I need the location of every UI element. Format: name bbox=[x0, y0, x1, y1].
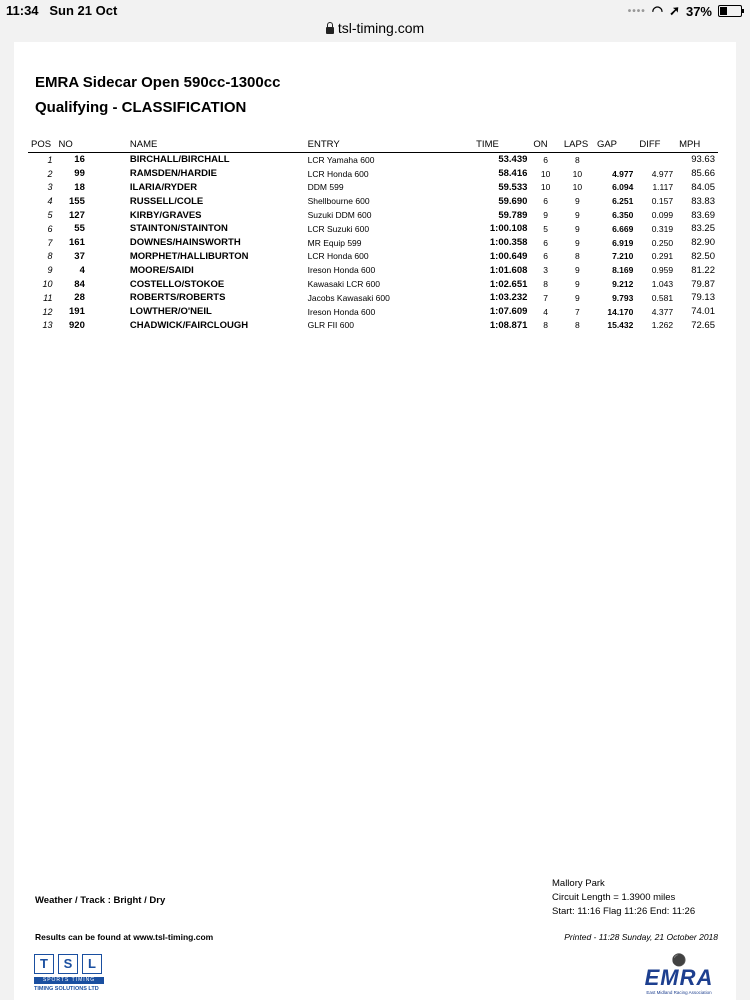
cell-on: 3 bbox=[543, 265, 549, 276]
printed-timestamp: Printed - 11:28 Sunday, 21 October 2018 bbox=[564, 932, 718, 942]
cell-laps: 9 bbox=[575, 237, 580, 248]
cell-mph: 82.90 bbox=[691, 237, 715, 249]
cell-on: 8 bbox=[543, 320, 549, 331]
sidecar-icon: ⚫ bbox=[671, 953, 687, 967]
table-row bbox=[28, 181, 718, 195]
cell-gap: 7.210 bbox=[612, 251, 634, 262]
col-time: TIME bbox=[473, 139, 530, 153]
cell-on: 10 bbox=[540, 182, 551, 193]
emra-subtitle: East Midland Racing Association bbox=[646, 990, 712, 995]
col-entry: ENTRY bbox=[305, 139, 473, 153]
cell-pos: 4 bbox=[47, 196, 53, 207]
table-row bbox=[28, 305, 718, 319]
table-row bbox=[28, 291, 718, 305]
cell-on: 9 bbox=[543, 210, 549, 221]
cell-entry: Ireson Honda 600 bbox=[307, 306, 376, 317]
tsl-letters bbox=[34, 954, 104, 974]
cell-no: 18 bbox=[74, 181, 85, 193]
cell-laps: 7 bbox=[575, 306, 580, 317]
cell-name: STAINTON/STAINTON bbox=[129, 223, 228, 235]
tsl-letter: S bbox=[58, 954, 78, 974]
weather-info: Weather / Track : Bright / Dry bbox=[35, 895, 166, 906]
cell-diff: 4.977 bbox=[651, 168, 674, 179]
cell-time: 1:03.232 bbox=[489, 292, 528, 304]
cell-entry: Shellbourne 600 bbox=[307, 196, 370, 207]
cell-diff bbox=[636, 153, 676, 167]
cell-name: RUSSELL/COLE bbox=[129, 195, 204, 207]
cell-on: 5 bbox=[543, 223, 549, 234]
cell-gap: 6.669 bbox=[612, 223, 634, 234]
cell-diff: 1.043 bbox=[651, 279, 674, 290]
cell-name: MORPHET/HALLIBURTON bbox=[129, 250, 249, 262]
table-row bbox=[28, 194, 718, 208]
cell-pos: 2 bbox=[47, 168, 53, 179]
cell-name: RAMSDEN/HARDIE bbox=[129, 168, 217, 180]
tsl-letter: L bbox=[82, 954, 102, 974]
cell-time: 53.439 bbox=[498, 154, 528, 166]
cell-pos: 5 bbox=[47, 210, 53, 221]
cell-mph: 79.87 bbox=[691, 278, 715, 290]
cell-no: 28 bbox=[74, 292, 85, 304]
table-row bbox=[28, 263, 718, 277]
table-row bbox=[28, 236, 718, 250]
table-row bbox=[28, 153, 718, 167]
cell-diff: 0.250 bbox=[651, 237, 674, 248]
table-row bbox=[28, 167, 718, 181]
cell-time: 58.416 bbox=[498, 168, 528, 180]
cell-laps: 10 bbox=[572, 168, 583, 179]
cell-name: MOORE/SAIDI bbox=[129, 264, 194, 276]
col-pos: POS bbox=[28, 139, 56, 153]
cell-on: 6 bbox=[543, 251, 549, 262]
cell-no: 127 bbox=[69, 209, 85, 221]
table-row bbox=[28, 277, 718, 291]
cell-pos: 1 bbox=[47, 154, 53, 165]
cell-gap: 6.094 bbox=[612, 182, 634, 193]
cell-time: 1:00.649 bbox=[489, 250, 528, 262]
col-gap: GAP bbox=[594, 139, 636, 153]
cell-laps: 9 bbox=[575, 265, 580, 276]
cell-pos: 13 bbox=[42, 320, 53, 331]
cell-gap: 15.432 bbox=[607, 320, 634, 331]
cell-mph: 81.22 bbox=[691, 264, 715, 276]
cell-no: 37 bbox=[74, 250, 85, 262]
cell-pos: 3 bbox=[47, 182, 53, 193]
cell-on: 6 bbox=[543, 237, 549, 248]
cell-diff: 1.117 bbox=[652, 182, 674, 193]
table-header-row bbox=[28, 139, 718, 153]
cell-on: 10 bbox=[540, 168, 551, 179]
cell-on: 6 bbox=[543, 154, 549, 165]
cell-time: 1:00.108 bbox=[489, 223, 528, 235]
tsl-bar: SPORTS TIMING bbox=[34, 977, 104, 984]
battery-icon bbox=[718, 5, 742, 17]
cell-mph: 74.01 bbox=[691, 306, 715, 318]
cell-laps: 9 bbox=[575, 196, 580, 207]
lock-icon bbox=[326, 27, 334, 34]
cell-laps: 8 bbox=[575, 251, 580, 262]
cell-entry: LCR Yamaha 600 bbox=[307, 154, 375, 165]
cell-time: 1:02.651 bbox=[489, 278, 528, 290]
cell-no: 191 bbox=[69, 306, 85, 318]
cell-name: BIRCHALL/BIRCHALL bbox=[129, 154, 230, 166]
session-times: Start: 11:16 Flag 11:26 End: 11:26 bbox=[552, 906, 696, 917]
table-row bbox=[28, 208, 718, 222]
cell-mph: 83.83 bbox=[691, 195, 715, 207]
cell-mph: 79.13 bbox=[691, 292, 715, 304]
status-bar bbox=[0, 0, 750, 20]
cell-mph: 83.69 bbox=[691, 209, 715, 221]
cell-laps: 9 bbox=[575, 210, 580, 221]
cell-diff: 0.959 bbox=[651, 265, 674, 276]
cell-entry: LCR Honda 600 bbox=[307, 168, 369, 179]
col-on: ON bbox=[530, 139, 560, 153]
cell-mph: 84.05 bbox=[691, 181, 715, 193]
table-row bbox=[28, 319, 718, 333]
emra-logo bbox=[639, 954, 719, 995]
cell-laps: 8 bbox=[575, 320, 580, 331]
cell-mph: 85.66 bbox=[691, 168, 715, 180]
status-time: 11:34 Sun 21 Oct bbox=[6, 3, 118, 18]
cell-diff: 0.157 bbox=[651, 196, 674, 207]
session-title: Qualifying - CLASSIFICATION bbox=[35, 99, 247, 116]
cell-gap: 9.793 bbox=[612, 292, 634, 303]
tsl-logo bbox=[34, 954, 104, 992]
battery-percent: 37% bbox=[685, 3, 712, 19]
battery-fill bbox=[720, 7, 727, 15]
cell-entry: DDM 599 bbox=[307, 182, 344, 193]
cell-name: ILARIA/RYDER bbox=[129, 181, 198, 193]
cell-pos: 12 bbox=[42, 306, 53, 317]
cell-entry: Suzuki DDM 600 bbox=[307, 210, 372, 221]
cell-time: 1:07.609 bbox=[489, 306, 528, 318]
cell-on: 4 bbox=[543, 306, 549, 317]
cell-diff: 0.099 bbox=[651, 210, 674, 221]
cell-mph: 83.25 bbox=[691, 223, 715, 235]
cell-entry: LCR Suzuki 600 bbox=[307, 223, 370, 234]
cell-no: 99 bbox=[74, 168, 85, 180]
cell-gap: 14.170 bbox=[607, 306, 634, 317]
location-icon: ➚ bbox=[669, 3, 680, 18]
cell-pos: 10 bbox=[42, 279, 53, 290]
cell-gap bbox=[594, 153, 636, 167]
cell-diff: 0.319 bbox=[651, 223, 674, 234]
cell-on: 7 bbox=[543, 292, 549, 303]
cell-name: DOWNES/HAINSWORTH bbox=[129, 237, 241, 249]
cell-pos: 7 bbox=[47, 237, 53, 248]
col-laps: LAPS bbox=[561, 139, 594, 153]
cell-time: 1:08.871 bbox=[489, 319, 528, 331]
col-no: NO bbox=[56, 139, 88, 153]
cell-laps: 10 bbox=[572, 182, 583, 193]
cell-gap: 6.251 bbox=[612, 196, 634, 207]
cell-no: 161 bbox=[69, 237, 85, 249]
url-bar[interactable] bbox=[0, 20, 750, 42]
cell-pos: 8 bbox=[47, 251, 53, 262]
cell-no: 55 bbox=[74, 223, 85, 235]
cell-name: LOWTHER/O'NEIL bbox=[129, 306, 212, 318]
cell-name: ROBERTS/ROBERTS bbox=[129, 292, 226, 304]
cell-time: 59.789 bbox=[498, 209, 528, 221]
cell-gap: 4.977 bbox=[612, 168, 634, 179]
cell-entry: Jacobs Kawasaki 600 bbox=[307, 292, 390, 303]
cell-time: 59.533 bbox=[498, 181, 528, 193]
table-row bbox=[28, 250, 718, 264]
cell-pos: 11 bbox=[43, 292, 53, 303]
cell-diff: 4.377 bbox=[651, 306, 674, 317]
cell-mph: 82.50 bbox=[691, 250, 715, 262]
event-title: EMRA Sidecar Open 590cc-1300cc bbox=[35, 74, 281, 91]
cell-entry: Kawasaki LCR 600 bbox=[307, 279, 380, 290]
circuit-length: Circuit Length = 1.3900 miles bbox=[552, 892, 676, 903]
cell-mph: 93.63 bbox=[691, 154, 715, 166]
emra-text: EMRA bbox=[644, 965, 714, 990]
cell-entry: MR Equip 599 bbox=[307, 237, 362, 248]
cell-gap: 6.919 bbox=[612, 237, 634, 248]
cell-no: 155 bbox=[69, 195, 85, 207]
results-link-text: Results can be found at www.tsl-timing.com bbox=[35, 932, 214, 942]
classification-table bbox=[28, 139, 718, 332]
cell-time: 1:00.358 bbox=[489, 237, 528, 249]
cell-name: COSTELLO/STOKOE bbox=[129, 278, 225, 290]
circuit-name: Mallory Park bbox=[552, 878, 605, 889]
cell-on: 8 bbox=[543, 279, 549, 290]
results-document bbox=[14, 42, 736, 1000]
cell-entry: GLR FII 600 bbox=[307, 320, 354, 331]
cell-diff: 0.581 bbox=[651, 292, 674, 303]
cell-name: CHADWICK/FAIRCLOUGH bbox=[129, 319, 249, 331]
cell-mph: 72.65 bbox=[691, 319, 715, 331]
cell-no: 920 bbox=[69, 319, 85, 331]
cell-laps: 9 bbox=[575, 223, 580, 234]
cell-gap: 6.350 bbox=[612, 210, 634, 221]
cell-entry: Ireson Honda 600 bbox=[307, 265, 376, 276]
wifi-icon: ◠ bbox=[651, 3, 664, 18]
cell-pos: 6 bbox=[47, 223, 53, 234]
cell-no: 84 bbox=[74, 278, 85, 290]
cell-laps: 8 bbox=[575, 154, 580, 165]
tsl-subtitle: TIMING SOLUTIONS LTD bbox=[34, 986, 99, 992]
cell-diff: 1.262 bbox=[651, 320, 674, 331]
cell-laps: 9 bbox=[575, 279, 580, 290]
cell-gap: 8.169 bbox=[612, 265, 634, 276]
cell-diff: 0.291 bbox=[651, 251, 674, 262]
circuit-info bbox=[552, 877, 695, 919]
url-text[interactable]: tsl-timing.com bbox=[337, 20, 425, 36]
cell-gap: 9.212 bbox=[612, 279, 634, 290]
status-right bbox=[628, 3, 742, 19]
cell-no: 4 bbox=[79, 264, 85, 276]
cell-entry: LCR Honda 600 bbox=[307, 251, 369, 262]
cell-time: 1:01.608 bbox=[489, 264, 528, 276]
cell-laps: 9 bbox=[575, 292, 580, 303]
multitask-dots-icon: •••• bbox=[627, 5, 646, 17]
cell-name: KIRBY/GRAVES bbox=[129, 209, 202, 221]
cell-on: 6 bbox=[543, 196, 549, 207]
cell-time: 59.690 bbox=[498, 195, 528, 207]
col-diff: DIFF bbox=[636, 139, 676, 153]
tsl-letter: T bbox=[34, 954, 54, 974]
table-row bbox=[28, 222, 718, 236]
col-mph: MPH bbox=[676, 139, 718, 153]
cell-pos: 9 bbox=[47, 265, 53, 276]
cell-no: 16 bbox=[74, 154, 85, 166]
col-name: NAME bbox=[88, 139, 305, 153]
